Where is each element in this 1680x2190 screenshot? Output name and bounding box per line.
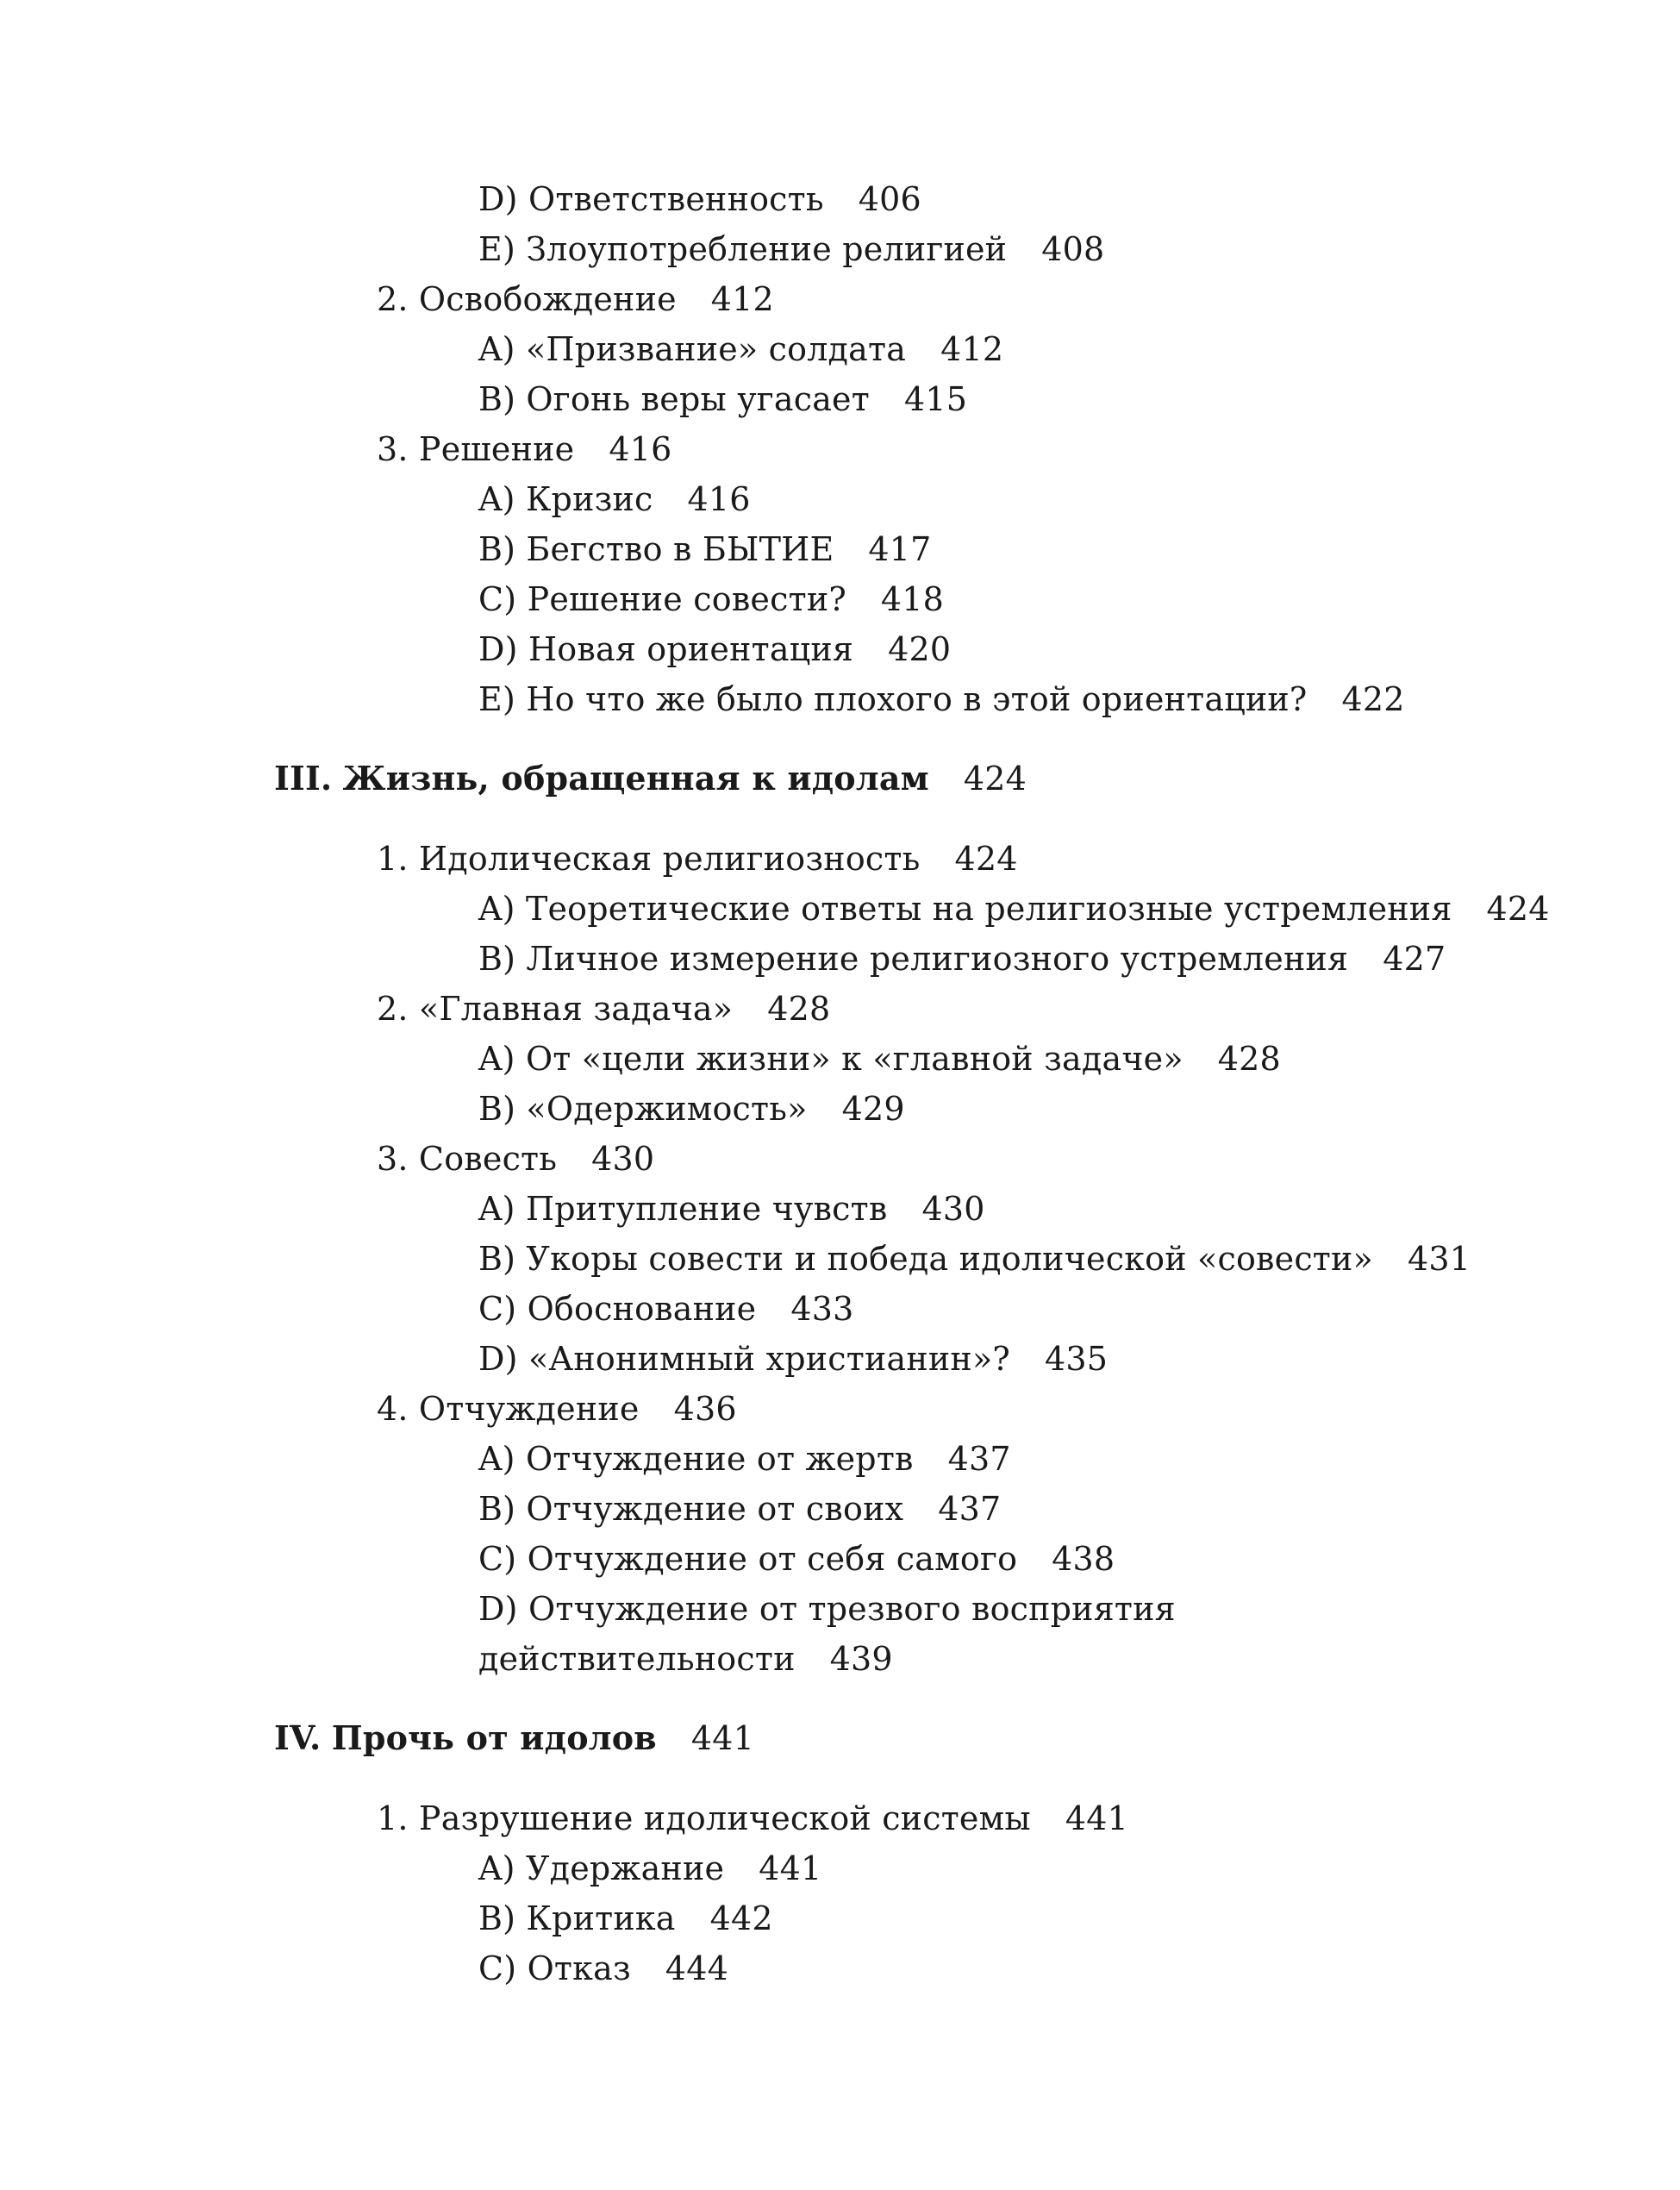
toc-entry	[478, 1240, 1471, 1278]
toc-page-number: 431	[1408, 1240, 1471, 1278]
toc-entry-label: B) Огонь веры угасает	[478, 380, 870, 418]
toc-entry	[478, 1540, 1115, 1578]
toc-entry	[478, 380, 968, 418]
toc-entry	[478, 480, 751, 518]
toc-page-number: 441	[1065, 1799, 1128, 1837]
toc-entry-label: D) «Анонимный христианин»?	[478, 1340, 1010, 1378]
toc-page-number: 437	[938, 1490, 1002, 1528]
toc-entry-label: E) Но что же было плохого в этой ориентации?	[478, 680, 1308, 718]
toc-entry-label: C) Отказ	[478, 1949, 631, 1987]
toc-page-number: 422	[1341, 680, 1405, 718]
toc-page-number: 441	[690, 1719, 755, 1757]
toc-page-number: 416	[687, 480, 751, 518]
toc-entry-continuation	[478, 1640, 893, 1678]
toc-page-number: 444	[665, 1949, 729, 1987]
toc-entry-label: A) Притупление чувств	[478, 1190, 888, 1228]
toc-page-number: 418	[880, 580, 945, 618]
toc-page-number: 429	[841, 1090, 905, 1128]
toc-chapter-label: 1. Идолическая религиозность	[377, 840, 921, 878]
toc-page-number: 415	[903, 380, 968, 418]
toc-entry	[478, 1340, 1109, 1378]
toc-page-number: 412	[940, 330, 1004, 368]
toc-chapter	[377, 1799, 1128, 1837]
toc-chapter	[377, 1390, 737, 1428]
toc-chapter	[377, 430, 672, 468]
toc-page-number: 420	[888, 630, 952, 668]
toc-part-title: Прочь от идолов	[331, 1718, 657, 1757]
toc-entry-label: C) Обоснование	[478, 1290, 757, 1328]
toc-entry	[478, 1440, 1011, 1478]
toc-chapter-label: 3. Решение	[377, 430, 575, 468]
toc-entry-label: B) Бегство в БЫТИЕ	[478, 530, 834, 568]
toc-page-number: 430	[921, 1190, 985, 1228]
toc-entry-label: B) Отчуждение от своих	[478, 1490, 904, 1528]
toc-page-number: 441	[759, 1849, 822, 1887]
toc-page-number: 436	[673, 1390, 737, 1428]
toc-entry	[478, 630, 952, 668]
toc-entry-label: A) Теоретические ответы на религиозные устремления	[478, 890, 1452, 928]
toc-page-number: 428	[767, 990, 831, 1028]
toc-part-numeral: III.	[274, 759, 333, 798]
toc-page-number: 424	[954, 840, 1018, 878]
toc-chapter	[377, 840, 1018, 878]
toc-entry-label: A) «Призвание» солдата	[478, 330, 907, 368]
toc-entry-label: D) Отчуждение от трезвого восприятия	[478, 1590, 1176, 1628]
toc-entry	[478, 530, 932, 568]
toc-page-number: 427	[1383, 940, 1446, 978]
toc-entry-label: B) Критика	[478, 1899, 676, 1937]
toc-entry	[478, 1899, 773, 1937]
toc-part-heading	[274, 1718, 755, 1757]
toc-page-number: 424	[1486, 890, 1550, 928]
toc-entry-label: D) Ответственность	[478, 180, 824, 218]
toc-page-number: 438	[1052, 1540, 1115, 1578]
toc-entry	[478, 180, 921, 218]
toc-entry	[478, 680, 1405, 718]
toc-entry-label: C) Решение совести?	[478, 580, 846, 618]
toc-entry	[478, 890, 1550, 928]
toc-chapter-label: 4. Отчуждение	[377, 1390, 640, 1428]
toc-page-number: 416	[609, 430, 672, 468]
toc-chapter-label: 3. Совесть	[377, 1140, 558, 1178]
toc-chapter	[377, 280, 774, 318]
toc-entry-label: C) Отчуждение от себя самого	[478, 1540, 1018, 1578]
toc-page-number: 417	[868, 530, 932, 568]
toc-chapter	[377, 1140, 655, 1178]
toc-part-title: Жизнь, обращенная к идолам	[342, 759, 929, 798]
toc-entry	[478, 1290, 854, 1328]
toc-page-number: 433	[790, 1290, 854, 1328]
toc-chapter	[377, 990, 831, 1028]
toc-entry	[478, 330, 1004, 368]
toc-part-heading	[274, 759, 1027, 798]
toc-page-number: 406	[858, 180, 921, 218]
toc-entry-label: B) «Одержимость»	[478, 1090, 808, 1128]
toc-chapter-label: 2. «Главная задача»	[377, 990, 734, 1028]
toc-page-number: 412	[710, 280, 774, 318]
toc-entry-label: действительности	[478, 1640, 796, 1678]
toc-entry	[478, 1190, 985, 1228]
toc-entry	[478, 1949, 729, 1987]
toc-entry	[478, 1490, 1002, 1528]
toc-page-number: 424	[963, 760, 1027, 798]
toc-entry-label: B) Личное измерение религиозного устремления	[478, 940, 1349, 978]
toc-entry	[478, 580, 945, 618]
toc-entry-label: B) Укоры совести и победа идолической «совести»	[478, 1240, 1373, 1278]
toc-entry-label: A) От «цели жизни» к «главной задаче»	[478, 1040, 1183, 1078]
toc-entry	[478, 1849, 822, 1887]
toc-entry-label: E) Злоупотребление религией	[478, 230, 1008, 268]
toc-part-numeral: IV.	[274, 1718, 322, 1757]
toc-chapter-label: 1. Разрушение идолической системы	[377, 1799, 1031, 1837]
toc-page-number: 439	[829, 1640, 893, 1678]
toc-entry	[478, 230, 1105, 268]
toc-entry	[478, 940, 1446, 978]
toc-entry	[478, 1040, 1281, 1078]
toc-entry-label: D) Новая ориентация	[478, 630, 854, 668]
toc-page-number: 408	[1041, 230, 1105, 268]
toc-chapter-label: 2. Освобождение	[377, 280, 677, 318]
toc-page-number: 428	[1217, 1040, 1281, 1078]
toc-page-number: 437	[947, 1440, 1011, 1478]
toc-page-number: 430	[591, 1140, 655, 1178]
toc-entry	[478, 1090, 905, 1128]
toc-entry-label: A) Отчуждение от жертв	[478, 1440, 914, 1478]
toc-entry-label: A) Удержание	[478, 1849, 725, 1887]
toc-entry-label: A) Кризис	[478, 480, 653, 518]
toc-page-number: 435	[1044, 1340, 1109, 1378]
toc-page-number: 442	[709, 1899, 773, 1937]
toc-entry	[478, 1590, 1176, 1628]
